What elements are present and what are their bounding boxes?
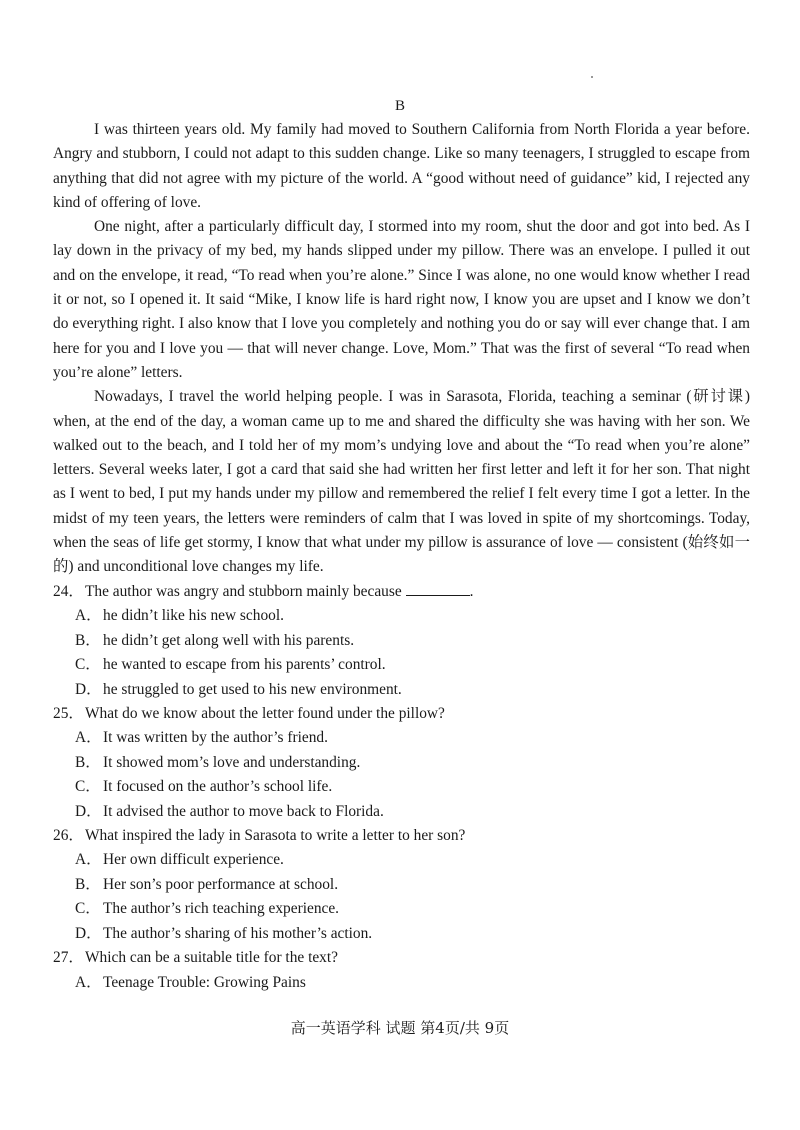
option-text: he didn’t like his new school. bbox=[103, 607, 284, 625]
option-text: Teenage Trouble: Growing Pains bbox=[103, 973, 306, 991]
passage-paragraph-1: I was thirteen years old. My family had moved to Southern California from North Florida a year before. Angry and stubborn, I could not adapt to this sudden change. Like so many teenagers, I struggled to escape from anything that did not agree with my picture of the world. A “good without need of guidance” kid, I rejected any kind of offering of love. bbox=[53, 121, 750, 211]
option-letter: A． bbox=[75, 851, 102, 869]
option-text: he didn’t get along well with his parents. bbox=[103, 631, 355, 649]
option-a bbox=[53, 971, 750, 995]
question-number: 25． bbox=[53, 705, 84, 723]
option-text: It showed mom’s love and understanding. bbox=[103, 753, 361, 771]
option-letter: B． bbox=[75, 631, 101, 649]
question-text-end: . bbox=[469, 583, 474, 600]
passage-paragraph-3: Nowadays, I travel the world helping people. I was in Sarasota, Florida, teaching a seminar (研讨课) when, at the end of the day, a woman came up to me and shared the difficulty she was having with her son. We walked out to the beach, and I told her of my mom’s undying love and about the “To read when you’re alone” letters. Several weeks later, I got a card that said she had written her first letter and left it for her son. That night as I went to bed, I put my hands under my pillow and remembered the relief I felt every time I got a letter. In the midst of my teen years, the letters were reminders of calm that I was loved in spite of my shortcomings. Today, when the seas of life get stormy, I know that what under my pillow is assurance of love — consistent (始终如一的) and unconditional love changes my life. bbox=[53, 388, 750, 576]
section-title: B bbox=[394, 98, 405, 114]
question-text: What do we know about the letter found under the pillow? bbox=[85, 705, 445, 723]
passage-paragraph-2: One night, after a particularly difficult day, I stormed into my room, shut the door and got into bed. As I lay down in the privacy of my bed, my hands slipped under my pillow. There was an envelope. I pulled it out and on the envelope, it read, “To read when you’re alone.” Since I was alone, no one would know whether I read it or not, so I opened it. It said “Mike, I know life is hard right now, I know you are upset and I know we don’t do everything right. I also know that I love you completely and nothing you do or say will ever change that. I am here for you and I love you — that will never change. Love, Mom.” That was the first of several “To read when you’re alone” letters. bbox=[53, 218, 750, 381]
option-text: The author’s sharing of his mother’s action. bbox=[103, 924, 373, 942]
question-stem bbox=[53, 946, 750, 970]
option-text: The author’s rich teaching experience. bbox=[103, 900, 340, 918]
option-c bbox=[53, 897, 750, 921]
option-letter: D． bbox=[75, 802, 102, 820]
option-letter: D． bbox=[75, 924, 102, 942]
option-letter: C． bbox=[75, 778, 101, 796]
scan-speck bbox=[591, 76, 593, 78]
option-text: It was written by the author’s friend. bbox=[103, 729, 328, 747]
question-number: 27． bbox=[53, 949, 84, 967]
reading-passage bbox=[53, 118, 750, 580]
question-25 bbox=[53, 702, 750, 824]
option-letter: B． bbox=[75, 875, 101, 893]
option-a bbox=[53, 604, 750, 628]
question-list bbox=[53, 580, 750, 995]
option-letter: C． bbox=[75, 900, 101, 918]
option-text: Her son’s poor performance at school. bbox=[103, 875, 339, 893]
question-stem bbox=[53, 824, 750, 848]
question-text: The author was angry and stubborn mainly because bbox=[85, 583, 402, 600]
option-a bbox=[53, 726, 750, 750]
option-letter: A． bbox=[75, 607, 102, 625]
option-b bbox=[53, 751, 750, 775]
option-text: he wanted to escape from his parents’ control. bbox=[103, 656, 386, 674]
option-text: It focused on the author’s school life. bbox=[103, 778, 333, 796]
question-number: 24． bbox=[53, 583, 84, 600]
question-text: What inspired the lady in Sarasota to write a letter to her son? bbox=[85, 827, 466, 845]
question-number: 26． bbox=[53, 827, 84, 845]
question-text: Which can be a suitable title for the text? bbox=[85, 949, 338, 967]
option-b bbox=[53, 629, 750, 653]
option-d bbox=[53, 678, 750, 702]
page-footer: 高一英语学科 试题 第4页/共 9页 bbox=[290, 1019, 510, 1037]
question-24 bbox=[53, 580, 750, 702]
option-letter: D． bbox=[75, 680, 102, 698]
option-letter: B． bbox=[75, 753, 101, 771]
option-text: It advised the author to move back to Florida. bbox=[103, 802, 384, 820]
option-d bbox=[53, 922, 750, 946]
question-26 bbox=[53, 824, 750, 946]
option-text: Her own difficult experience. bbox=[103, 851, 284, 869]
question-27 bbox=[53, 946, 750, 995]
answer-blank bbox=[406, 581, 470, 596]
option-letter: C． bbox=[75, 656, 101, 674]
option-letter: A． bbox=[75, 973, 102, 991]
question-stem bbox=[53, 702, 750, 726]
option-c bbox=[53, 653, 750, 677]
option-c bbox=[53, 775, 750, 799]
option-text: he struggled to get used to his new environment. bbox=[103, 680, 402, 698]
option-a bbox=[53, 848, 750, 872]
option-b bbox=[53, 873, 750, 897]
option-letter: A． bbox=[75, 729, 102, 747]
question-stem bbox=[53, 580, 750, 604]
option-d bbox=[53, 800, 750, 824]
